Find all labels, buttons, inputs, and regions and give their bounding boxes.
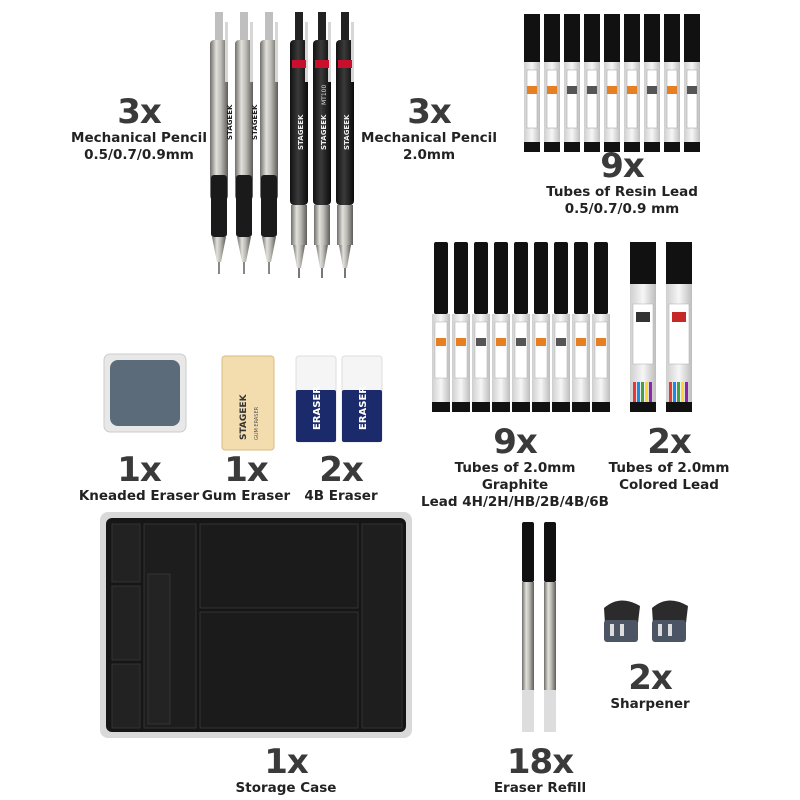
- black-pencils: [290, 12, 354, 278]
- resin-lead-desc-1: Tubes of Resin Lead: [546, 184, 698, 200]
- graphite-lead-tubes: [432, 242, 610, 412]
- colored-lead-tubes: [630, 242, 692, 412]
- graphite-lead-qty: 9x: [493, 422, 537, 462]
- svg-text:MT100: MT100: [321, 84, 328, 105]
- silver-pencils: [210, 12, 278, 274]
- kneaded-eraser-label: [72, 452, 206, 505]
- storage-case-label: [206, 744, 366, 797]
- svg-text:STAGEEK: STAGEEK: [320, 114, 328, 150]
- colored-lead-qty: 2x: [647, 422, 691, 462]
- svg-text:GUM ERASER: GUM ERASER: [254, 406, 260, 440]
- gum-eraser-desc: Gum Eraser: [201, 488, 291, 504]
- eraser-refill-qty: 18x: [506, 742, 574, 782]
- svg-text:STAGEEK: STAGEEK: [343, 114, 351, 150]
- eraser-refill-desc: Eraser Refill: [493, 780, 587, 796]
- mechanical-pencil-label: [64, 94, 214, 164]
- graphite-lead-label: [420, 424, 610, 511]
- resin-lead-qty: 9x: [600, 146, 644, 186]
- resin-lead-label: [522, 148, 722, 218]
- mechanical-pencil-2mm-qty: 3x: [407, 92, 451, 132]
- colored-lead-desc-1: Tubes of 2.0mm: [608, 460, 730, 476]
- svg-text:STAGEEK: STAGEEK: [226, 104, 234, 140]
- svg-text:ERASER: ERASER: [312, 385, 323, 430]
- svg-text:STAGEEK: STAGEEK: [251, 104, 259, 140]
- gum-eraser-label: [196, 452, 296, 505]
- resin-lead-desc-2: 0.5/0.7/0.9 mm: [564, 201, 680, 217]
- 4b-eraser-label: [296, 452, 386, 505]
- gum-eraser: [222, 356, 274, 450]
- mechanical-pencil-2mm-desc-1: Mechanical Pencil: [361, 130, 497, 146]
- sharpener-desc: Sharpener: [610, 696, 690, 712]
- graphite-lead-desc-2: Lead 4H/2H/HB/2B/4B/6B: [421, 494, 609, 510]
- gum-eraser-qty: 1x: [224, 450, 268, 490]
- colored-lead-label: [604, 424, 734, 494]
- svg-text:STAGEEK: STAGEEK: [297, 114, 305, 150]
- eraser-refills: [522, 522, 556, 732]
- sharpener-qty: 2x: [628, 658, 672, 698]
- mechanical-pencil-desc-2: 0.5/0.7/0.9mm: [84, 147, 194, 163]
- storage-case-desc: Storage Case: [235, 780, 337, 796]
- mechanical-pencil-desc-1: Mechanical Pencil: [71, 130, 207, 146]
- kneaded-eraser-qty: 1x: [117, 450, 161, 490]
- sharpener-label: [590, 660, 710, 713]
- 4b-eraser-qty: 2x: [319, 450, 363, 490]
- colored-lead-desc-2: Colored Lead: [619, 477, 719, 493]
- graphite-lead-desc-1: Tubes of 2.0mm Graphite: [454, 460, 576, 493]
- storage-case-qty: 1x: [264, 742, 308, 782]
- 4b-erasers: [296, 356, 382, 442]
- kneaded-eraser-desc: Kneaded Eraser: [78, 488, 200, 504]
- storage-case: [100, 512, 412, 738]
- mechanical-pencil-qty: 3x: [117, 92, 161, 132]
- mechanical-pencil-2mm-desc-2: 2.0mm: [402, 147, 456, 163]
- 4b-eraser-desc: 4B Eraser: [304, 488, 378, 504]
- kneaded-eraser: [104, 354, 186, 432]
- resin-lead-tubes: [524, 14, 700, 152]
- mechanical-pencil-2mm-label: [354, 94, 504, 164]
- sharpeners: [604, 600, 688, 642]
- svg-text:ERASER: ERASER: [358, 385, 369, 430]
- eraser-refill-label: [480, 744, 600, 797]
- svg-text:STAGEEK: STAGEEK: [239, 394, 249, 440]
